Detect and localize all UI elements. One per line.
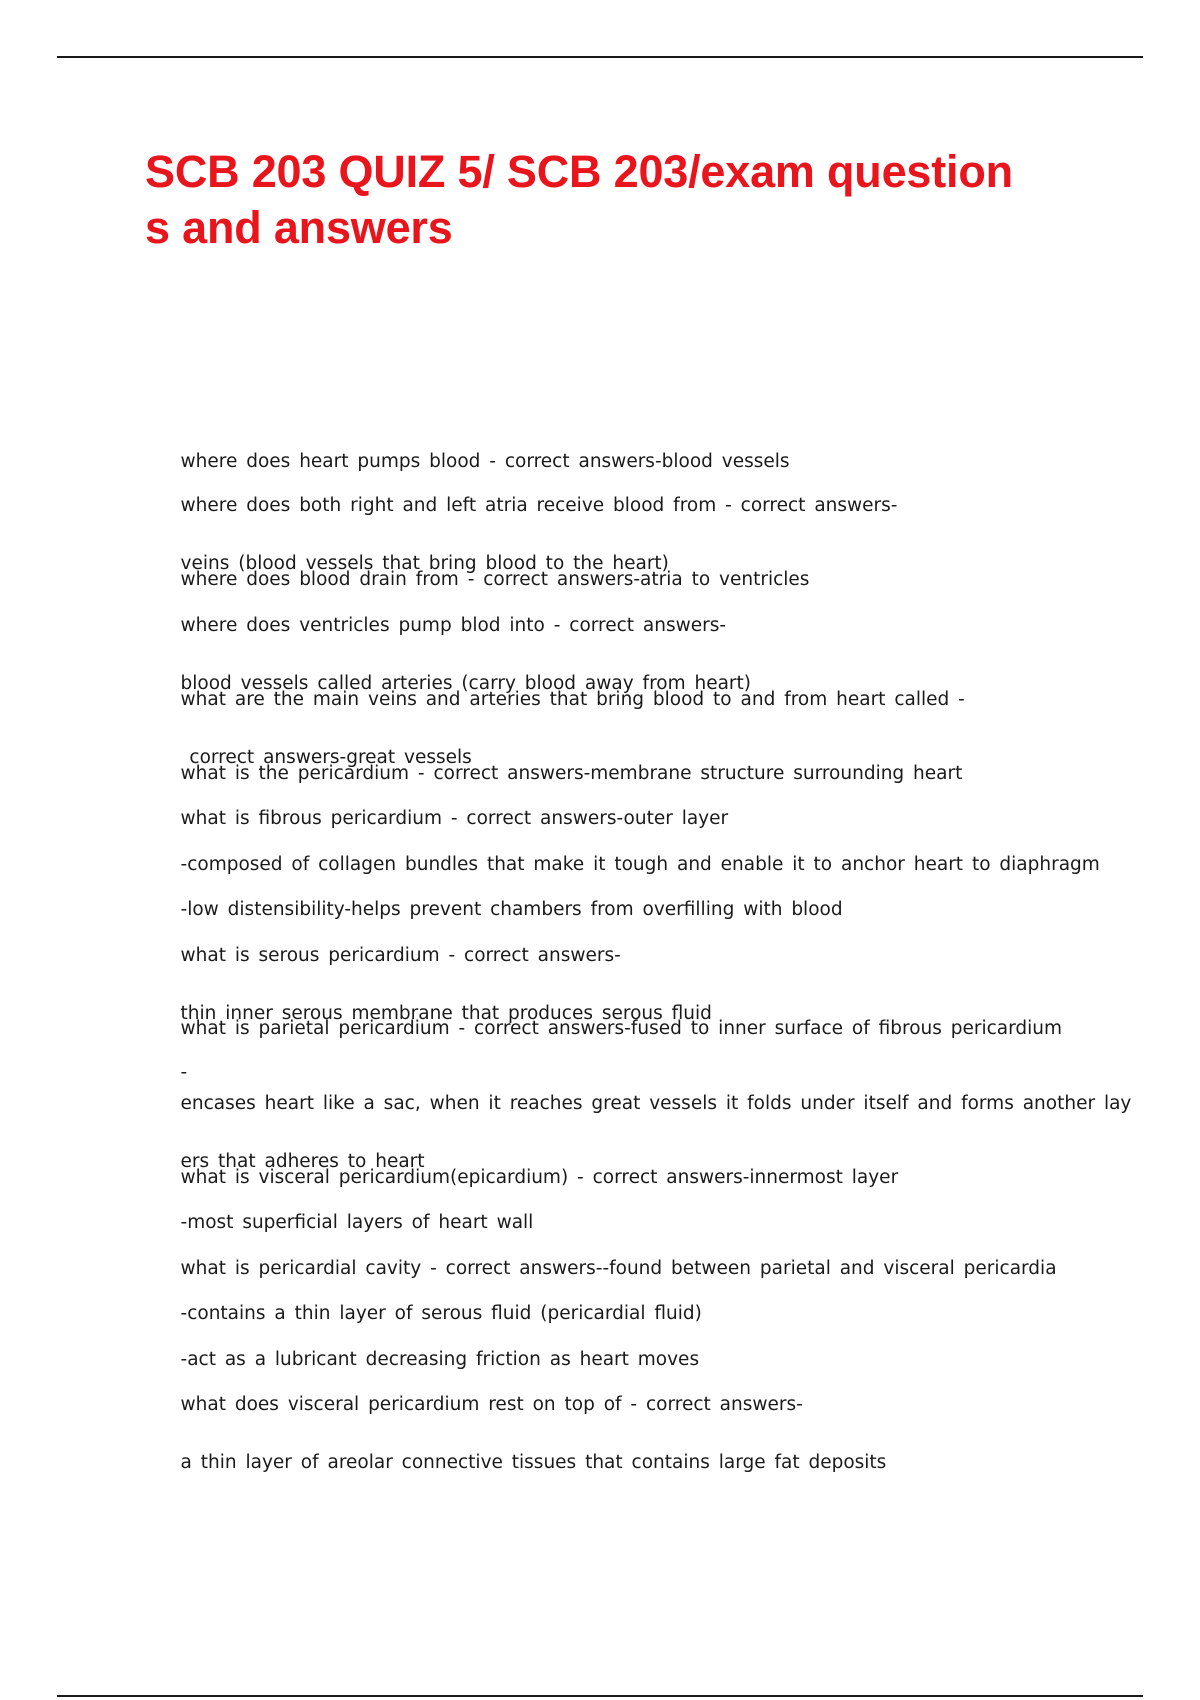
text-line: what is serous pericardium - correct answers- — [180, 945, 621, 966]
text-line: -low distensibility-helps prevent chambers from overfilling with blood — [180, 899, 843, 920]
text-line: what is the pericardium - correct answers-membrane structure surrounding heart — [180, 763, 963, 784]
text-line: encases heart like a sac, when it reaches great vessels it folds under itself and forms another lay — [180, 1093, 1132, 1114]
text-line: blood vessels called arteries (carry blood away from heart) — [180, 673, 752, 694]
text-line: ers that adheres to heart — [180, 1151, 425, 1172]
text-line: veins (blood vessels that bring blood to the heart) — [180, 553, 669, 574]
qa-paragraph — [145, 1361, 886, 1506]
title-line-2: s and answers — [145, 202, 453, 253]
title-line-1: SCB 203 QUIZ 5/ SCB 203/exam question — [145, 146, 1013, 197]
text-line: what does visceral pericardium rest on top of - correct answers- — [180, 1394, 803, 1415]
text-line: what is pericardial cavity - correct answers--found between parietal and visceral pericardia — [180, 1258, 1057, 1279]
text-line: where does ventricles pump blod into - correct answers- — [180, 615, 727, 636]
bottom-rule — [57, 1695, 1143, 1697]
document-title — [145, 144, 1105, 256]
text-line: a thin layer of areolar connective tissues that contains large fat deposits — [180, 1452, 887, 1473]
text-line: where does both right and left atria receive blood from - correct answers- — [180, 495, 898, 516]
text-line: what are the main veins and arteries that bring blood to and from heart called - — [180, 689, 965, 710]
qa-paragraph — [145, 985, 1062, 1072]
top-rule — [57, 56, 1143, 58]
text-line: - — [180, 1062, 188, 1083]
text-line: what is visceral pericardium(epicardium) - correct answers-innermost layer — [180, 1167, 899, 1188]
text-line: -contains a thin layer of serous fluid (pericardial fluid) — [180, 1303, 702, 1324]
text-line: where does heart pumps blood - correct answers-blood vessels — [180, 451, 790, 472]
text-line: -composed of collagen bundles that make it tough and enable it to anchor heart to diaphragm — [180, 854, 1100, 875]
text-line: correct answers-great vessels — [180, 747, 472, 768]
text-line: what is parietal pericardium - correct answers-fused to inner surface of fibrous pericardium — [180, 1018, 1063, 1039]
text-line: -act as a lubricant decreasing friction as heart moves — [180, 1349, 700, 1370]
text-line: thin inner serous membrane that produces serous fluid — [180, 1003, 712, 1024]
text-line: what is fibrous pericardium - correct answers-outer layer — [180, 808, 729, 829]
text-line: -most superficial layers of heart wall — [180, 1212, 534, 1233]
text-line: where does blood drain from - correct answers-atria to ventricles — [180, 569, 810, 590]
